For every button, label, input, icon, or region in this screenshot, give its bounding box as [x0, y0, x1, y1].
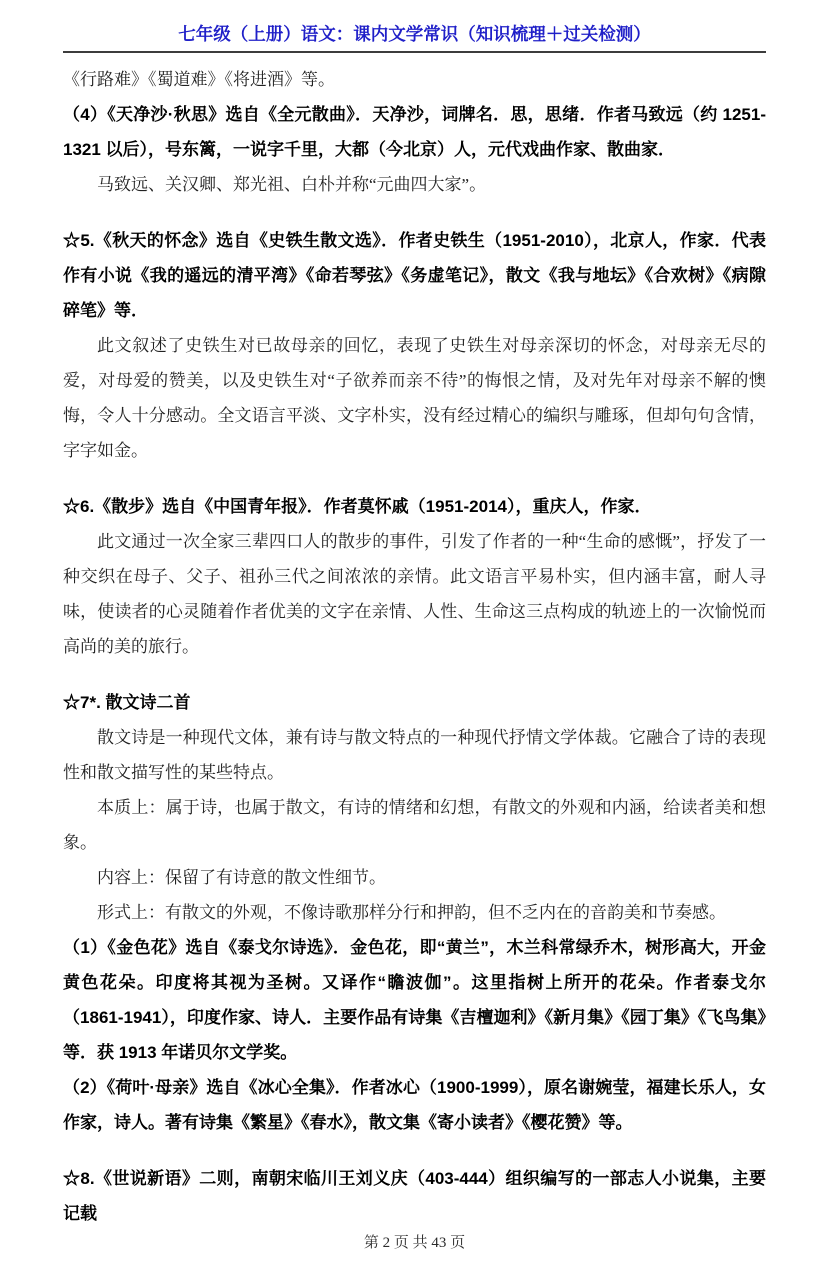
document-body — [63, 53, 766, 1231]
document-title: 七年级（上册）语文：课内文学常识（知识梳理＋过关检测） — [63, 22, 766, 53]
intro-libai-works: 《行路难》《蜀道难》《将进酒》等。 — [63, 70, 335, 89]
note-yuanqu-four-masters: 马致远、关汉卿、郑光祖、白朴并称“元曲四大家”。 — [97, 175, 487, 194]
entry-8-shishuoxinyu: ☆8.《世说新语》二则，南朝宋临川王刘义庆（403-444）组织编写的一部志人小说集，主要记载 — [63, 1169, 766, 1223]
page-number: 第 2 页 共 43 页 — [363, 1235, 466, 1251]
analysis-qiutian-de-huainian: 此文叙述了史铁生对已故母亲的回忆，表现了史铁生对母亲深切的怀念，对母亲无尽的爱，对母爱的赞美，以及史铁生对“子欲养而亲不待”的悔恨之情，及对先年对母亲不解的懊悔，令人十分感动。全文语言平淡、文字朴实，没有经过精心的编织与雕琢，但却句句含情，字字如金。 — [63, 336, 766, 460]
entry-5-qiutian-de-huainian: ☆5.《秋天的怀念》选自《史铁生散文选》．作者史铁生（1951-2010），北京人，作家．代表作有小说《我的遥远的清平湾》《命若琴弦》《务虚笔记》，散文《我与地坛》《合欢树》《病隙碎笔》等． — [63, 231, 766, 320]
analysis-sanbu: 此文通过一次全家三辈四口人的散步的事件，引发了作者的一种“生命的感慨”，抒发了一种交织在母子、父子、祖孙三代之间浓浓的亲情。此文语言平易朴实，但内涵丰富，耐人寻味，使读者的心灵随着作者优美的文字在亲情、人性、生命这三点构成的轨迹上的一次愉悦而高尚的美的旅行。 — [63, 532, 766, 656]
note-sanwenshi-content: 内容上：保留了有诗意的散文性细节。 — [97, 868, 386, 887]
note-sanwenshi-essence: 本质上：属于诗，也属于散文，有诗的情绪和幻想，有散文的外观和内涵，给读者美和想象。 — [63, 798, 766, 852]
entry-4-tianjingsha-qiusi: （4）《天净沙·秋思》选自《全元散曲》．天净沙，词牌名．思，思绪．作者马致远（约 1251-1321 以后），号东篱，一说字千里，大都（今北京）人，元代戏曲作家、散曲家． — [63, 105, 766, 159]
entry-7-2-heye-muqin: （2）《荷叶·母亲》选自《冰心全集》．作者冰心（1900-1999），原名谢婉莹，福建长乐人，女作家，诗人。著有诗集《繁星》《春水》，散文集《寄小读者》《樱花赞》等。 — [63, 1078, 766, 1132]
entry-7-sanwenshi-ershou: ☆7*. 散文诗二首 — [63, 693, 191, 712]
entry-7-1-jinsehua: （1）《金色花》选自《泰戈尔诗选》．金色花，即“黄兰”，木兰科常绿乔木，树形高大，开金黄色花朵。印度将其视为圣树。又译作“瞻波伽”。这里指树上所开的花朵。作者泰戈尔（1861-1941），印度作家、诗人．主要作品有诗集《吉檀迦利》《新月集》《园丁集》《飞鸟集》等．获 1913 年诺贝尔文学奖。 — [63, 938, 766, 1062]
entry-6-sanbu: ☆6.《散步》选自《中国青年报》．作者莫怀戚（1951-2014），重庆人，作家． — [63, 497, 652, 516]
note-sanwenshi-form: 形式上：有散文的外观，不像诗歌那样分行和押韵，但不乏内在的音韵美和节奏感。 — [97, 903, 726, 922]
note-sanwenshi-definition: 散文诗是一种现代文体，兼有诗与散文特点的一种现代抒情文学体裁。它融合了诗的表现性和散文描写性的某些特点。 — [63, 728, 766, 782]
